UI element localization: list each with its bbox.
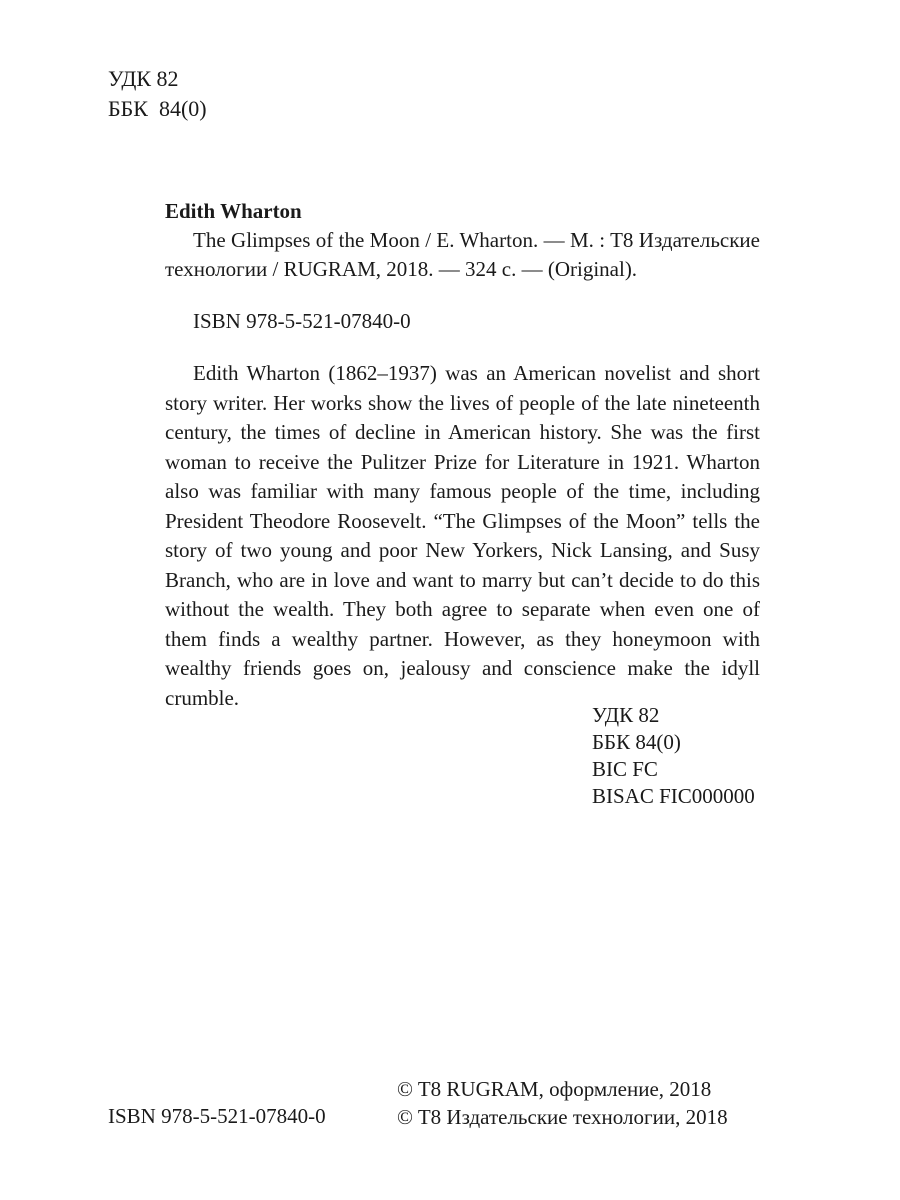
footer-isbn: ISBN 978-5-521-07840-0 xyxy=(108,1104,326,1128)
bbk-code: ББК 84(0) xyxy=(108,96,207,121)
citation-text: The Glimpses of the Moon / E. Wharton. — M. : T8 Издательские технологии / RUGRAM, 2018. — 324 с. — (Original). xyxy=(165,228,760,281)
classification-codes xyxy=(592,702,755,810)
copyright-publisher: © T8 Издательские технологии, 2018 xyxy=(397,1105,728,1129)
bisac-code: BISAC FIC000000 xyxy=(592,784,755,808)
copyright-design: © T8 RUGRAM, оформление, 2018 xyxy=(397,1077,712,1101)
bic-code: BIC FC xyxy=(592,757,658,781)
isbn-record: ISBN 978-5-521-07840-0 xyxy=(193,309,411,333)
author-name: Edith Wharton xyxy=(165,199,302,223)
bbk-code: ББК 84(0) xyxy=(592,730,681,754)
udk-code: УДК 82 xyxy=(592,703,660,727)
bibliographic-record xyxy=(165,197,760,713)
udk-code: УДК 82 xyxy=(108,66,179,91)
copyright-notices xyxy=(397,1075,728,1131)
top-classification-codes xyxy=(108,64,207,124)
book-annotation: Edith Wharton (1862–1937) was an American novelist and short story writer. Her works show the lives of people of the late nineteenth century, the times of decline in American history. She was the first woman to receive the Pulitzer Prize for Literature in 1921. Wharton also was familiar with many famous people of the time, including President Theodore Roosevelt. “The Glimpses of the Moon” tells the story of two young and poor New Yorkers, Nick Lansing, and Susy Branch, who are in love and want to marry but can’t decide to do this without the wealth. They both agree to separate when even one of them finds a wealthy partner. However, as they honeymoon with wealthy friends goes on, jealousy and conscience make the idyll crumble. xyxy=(165,361,760,710)
